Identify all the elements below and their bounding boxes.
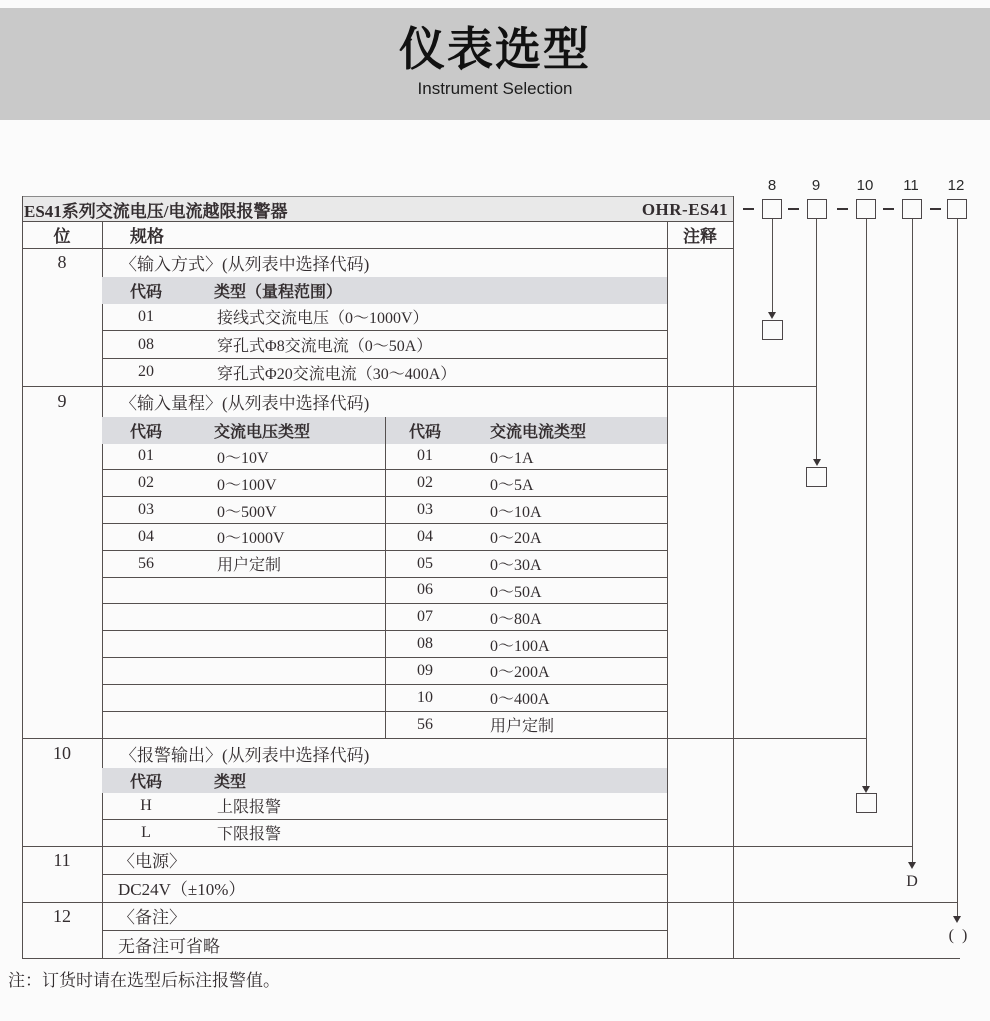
arrow-down-icon: [953, 916, 961, 923]
option-code: 56: [138, 554, 154, 572]
option-type: 0～5A: [490, 476, 534, 494]
row12-value: 无备注可省略: [118, 936, 220, 956]
option-type: 上限报警: [217, 799, 282, 816]
option-type: 0～80A: [490, 610, 542, 628]
option-type: 0～30A: [490, 557, 542, 575]
page-banner: [0, 8, 990, 120]
row9-band-right-type: 交流电流类型: [490, 423, 587, 441]
option-type: 穿孔式Φ20交流电流（30～400A）: [217, 365, 457, 383]
option-row: [102, 820, 667, 846]
option-type: 用户定制: [490, 718, 555, 736]
model-dash: [743, 208, 754, 210]
row11-value: DC24V（±10%）: [118, 880, 246, 900]
row8-band: [102, 277, 667, 304]
option-code: 04: [417, 527, 433, 545]
option-type: 下限报警: [217, 826, 282, 843]
option-code: H: [140, 796, 152, 814]
option-code: L: [141, 823, 151, 841]
row8-band-type: 类型（量程范围）: [214, 283, 343, 301]
option-type: 0～20A: [490, 530, 542, 548]
option-code: 10: [417, 688, 433, 706]
model-dash: [837, 208, 848, 210]
row10-band-type: 类型: [214, 773, 247, 791]
option-type: 接线式交流电压（0～1000V）: [217, 310, 429, 328]
option-code: 08: [138, 335, 154, 353]
position-label-9: 9: [811, 177, 821, 194]
row11-title: 〈电源〉: [118, 852, 186, 872]
model-dash: [930, 208, 941, 210]
option-type: 穿孔式Φ8交流电流（0～50A）: [217, 338, 433, 355]
row9-band-left-type: 交流电压类型: [214, 423, 311, 441]
option-code: 03: [417, 501, 433, 519]
option-code: 09: [417, 661, 433, 679]
option-code: 07: [417, 608, 433, 626]
target-box-8: [762, 320, 783, 340]
option-type: 0～10A: [490, 503, 542, 521]
row10-band: [102, 768, 667, 793]
option-code: 20: [138, 363, 154, 381]
row9-band-left-code: 代码: [129, 423, 162, 441]
row10-options: [102, 793, 667, 846]
option-type: 0～1A: [490, 449, 534, 467]
arrow-down-icon: [813, 459, 821, 466]
table-border-right: [733, 196, 734, 958]
power-code-callout: D: [906, 873, 918, 890]
option-type: 0～10V: [217, 449, 269, 467]
option-row: [102, 304, 667, 332]
option-type: 0～100V: [217, 476, 277, 494]
column-header-note: 注释: [683, 227, 717, 246]
page-title: 仪表选型: [399, 23, 591, 75]
option-type: 用户定制: [217, 557, 282, 575]
banner-inner: [25, 8, 965, 99]
column-header-spec: 规格: [130, 227, 164, 246]
code-box-9: [807, 199, 827, 219]
position-label-11: 11: [903, 177, 919, 194]
row8-band-code: 代码: [129, 283, 162, 301]
option-row: [102, 359, 667, 386]
table-border-left: [22, 196, 23, 958]
arrow-down-icon: [768, 312, 776, 319]
row10-band-code: 代码: [129, 773, 162, 791]
option-row: [102, 793, 667, 820]
selector-line-9: [816, 219, 817, 459]
row10-title: 〈报警输出〉(从列表中选择代码): [120, 745, 370, 765]
series-header-bar: [22, 196, 733, 222]
model-dash: [788, 208, 799, 210]
model-prefix: OHR-ES41: [641, 199, 728, 219]
code-box-8: [762, 199, 782, 219]
table-border-bottom: [22, 958, 960, 959]
position-label-8: 8: [767, 177, 777, 194]
row9-title: 〈输入量程〉(从列表中选择代码): [120, 394, 370, 413]
order-footnote: 注：订货时请在选型后标注报警值。: [8, 971, 280, 990]
option-code: 01: [138, 447, 154, 465]
target-box-9: [806, 467, 827, 487]
option-code: 01: [138, 307, 154, 325]
row11-position: 11: [53, 849, 71, 870]
selector-line-8: [772, 219, 773, 312]
position-label-10: 10: [856, 177, 874, 194]
option-code: 01: [417, 447, 433, 465]
option-code: 03: [138, 501, 154, 519]
option-type: 0～1000V: [217, 530, 285, 548]
option-type: 0～100A: [490, 637, 550, 655]
row9-middle-divider: [385, 417, 386, 738]
code-box-12: [947, 199, 967, 219]
option-type: 0～400A: [490, 691, 550, 709]
table-border-spec-note: [667, 222, 668, 958]
option-code: 06: [417, 581, 433, 599]
arrow-down-icon: [862, 786, 870, 793]
code-box-10: [856, 199, 876, 219]
row8-options: [102, 304, 667, 386]
model-dash: [883, 208, 894, 210]
option-type: 0～200A: [490, 664, 550, 682]
series-title: ES41系列交流电压/电流越限报警器: [24, 202, 288, 221]
arrow-down-icon: [908, 862, 916, 869]
column-header-position: 位: [53, 227, 71, 246]
selector-line-11: [912, 219, 913, 862]
option-code: 02: [417, 474, 433, 492]
page-subtitle: Instrument Selection: [417, 79, 573, 98]
option-code: 08: [417, 635, 433, 653]
row8-position: 8: [57, 251, 67, 272]
option-code: 56: [417, 715, 433, 733]
selector-line-10: [866, 219, 867, 786]
option-code: 02: [138, 474, 154, 492]
selector-line-12: [957, 219, 958, 916]
code-box-11: [902, 199, 922, 219]
row9-position: 9: [57, 390, 67, 411]
position-label-12: 12: [947, 177, 965, 194]
option-type: 0～500V: [217, 503, 277, 521]
option-row: [102, 331, 667, 359]
row12-position: 12: [53, 905, 71, 926]
option-type: 0～50A: [490, 583, 542, 601]
remark-code-callout: ( ): [948, 927, 970, 944]
option-code: 05: [417, 554, 433, 572]
row12-title: 〈备注〉: [118, 908, 186, 928]
option-code: 04: [138, 527, 154, 545]
row10-position: 10: [53, 742, 71, 763]
row8-title: 〈输入方式〉(从列表中选择代码): [120, 255, 370, 274]
target-box-10: [856, 793, 877, 813]
row9-band-right-code: 代码: [408, 423, 441, 441]
